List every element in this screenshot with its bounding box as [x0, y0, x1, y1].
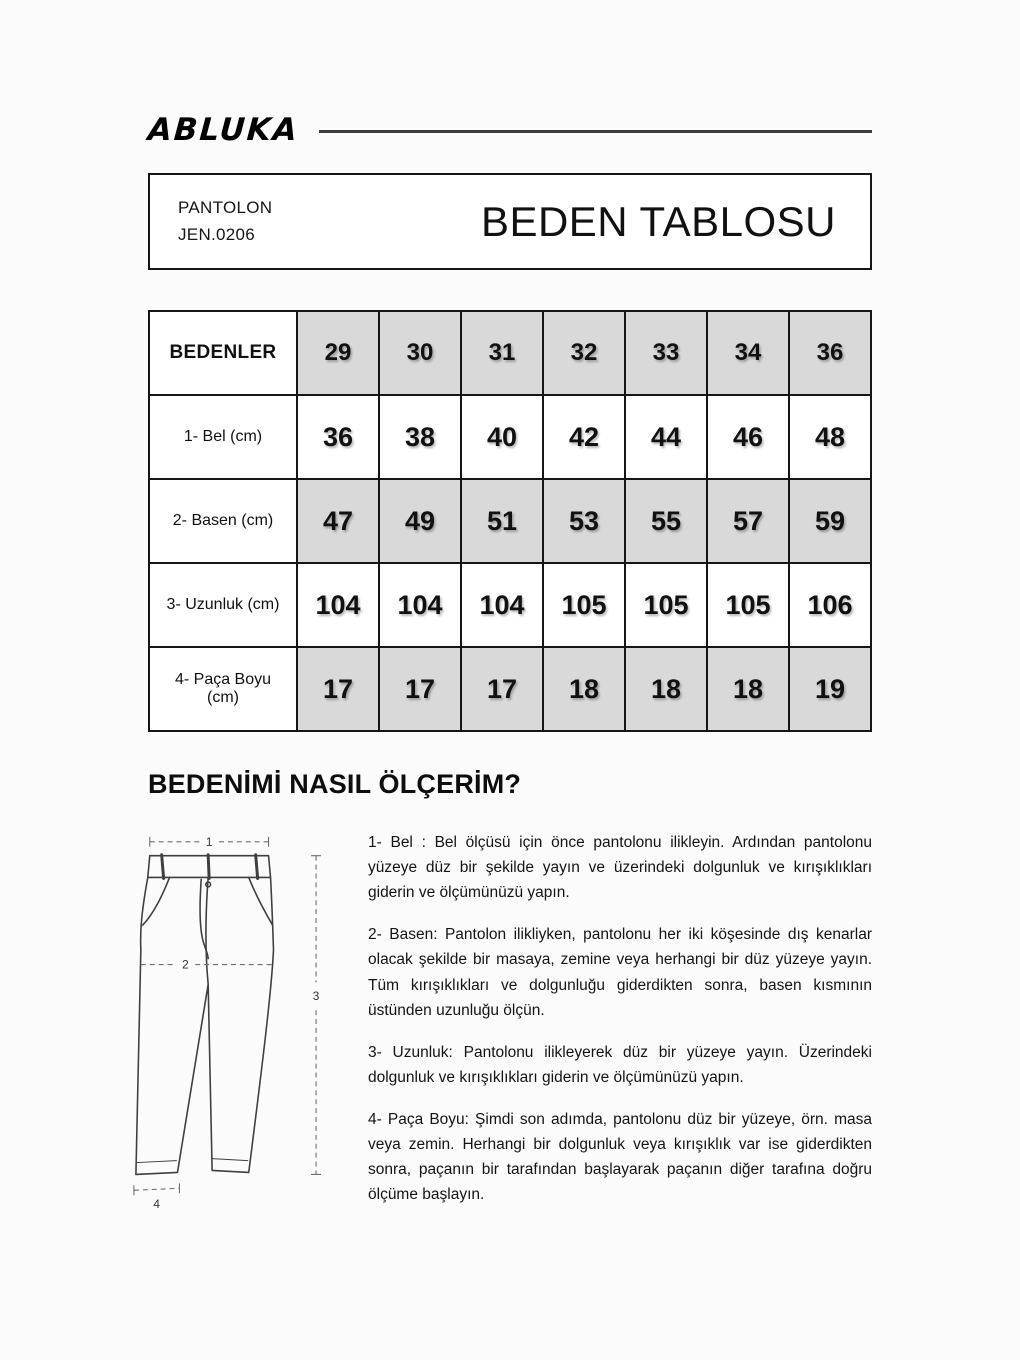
measure-cell: 17: [379, 647, 461, 731]
measure-cell: 57: [707, 479, 789, 563]
step-paca-boyu: 4- Paça Boyu: Şimdi son adımda, pantolonu düz bir yüzeye, örn. masa veya zemin. Herhangi bir dolgunluk veya kırışıklık var ise giderdikten sonra, paçanın bir tarafından başlayarak paçanın diğer tarafına doğru ölçüme başlayın.: [368, 1110, 872, 1204]
measure-cell: 106: [789, 563, 871, 647]
how-to-section: [148, 826, 872, 1217]
brand-logo: ABLUKA: [146, 112, 301, 148]
size-table-header-row: [149, 311, 871, 395]
measure-cell: 55: [625, 479, 707, 563]
title-box: [148, 173, 872, 270]
table-row-basen: [149, 479, 871, 563]
measure-cell: 38: [379, 395, 461, 479]
row-label: 2- Basen (cm): [149, 479, 297, 563]
row-label: 3- Uzunluk (cm): [149, 563, 297, 647]
marker-2: 2: [182, 957, 189, 972]
measure-cell: 36: [297, 395, 379, 479]
size-column-header: 34: [707, 311, 789, 395]
pants-diagram: [110, 826, 338, 1217]
row-label: 1- Bel (cm): [149, 395, 297, 479]
measure-cell: 44: [625, 395, 707, 479]
measuring-steps: [368, 826, 872, 1217]
measure-cell: 17: [297, 647, 379, 731]
size-column-header: 31: [461, 311, 543, 395]
size-column-header: 29: [297, 311, 379, 395]
sizes-header-cell: BEDENLER: [149, 311, 297, 395]
table-row-uzunluk: [149, 563, 871, 647]
measure-cell: 53: [543, 479, 625, 563]
logo-divider: [319, 130, 872, 133]
measure-cell: 51: [461, 479, 543, 563]
page-title: BEDEN TABLOSU: [480, 197, 836, 245]
step-bel: 1- Bel : Bel ölçüsü için önce pantolonu ilikleyin. Ardından pantolonu yüzeye düz bir şekilde yayın ve üzerindeki dolgunluk ve kırışıklıkları giderin ve ölçümünüzü yapın.: [368, 834, 872, 902]
table-row-paca-boyu: [149, 647, 871, 731]
measure-cell: 48: [789, 395, 871, 479]
measure-cell: 18: [625, 647, 707, 731]
step-uzunluk: 3- Uzunluk: Pantolonu ilikleyerek düz bir yüzeye yayın. Üzerindeki dolgunluk ve kırışıklıkları giderin ve ölçümünüzü yapın.: [368, 1043, 872, 1086]
size-column-header: 33: [625, 311, 707, 395]
table-row-bel: [149, 395, 871, 479]
step-basen: 2- Basen: Pantolon ilikliyken, pantolonu her iki köşesinde dış kenarlar olacak şekilde bir masaya, zemine veya herhangi bir düz yüzeye yayın. Tüm kırışıklıkları ve dolgunluğu giderdikten sonra, basen kısmının üstünden uzunluğu ölçün.: [368, 926, 872, 1019]
size-column-header: 36: [789, 311, 871, 395]
measure-cell: 18: [707, 647, 789, 731]
measure-cell: 18: [543, 647, 625, 731]
measure-cell: 46: [707, 395, 789, 479]
measure-cell: 105: [625, 563, 707, 647]
size-column-header: 32: [543, 311, 625, 395]
measure-cell: 19: [789, 647, 871, 731]
product-code: JEN.0206: [178, 224, 256, 244]
product-meta: [178, 195, 272, 248]
how-to-heading: BEDENİMİ NASIL ÖLÇERİM?: [148, 769, 522, 799]
measure-cell: 104: [379, 563, 461, 647]
measure-cell: 40: [461, 395, 543, 479]
pants-line-drawing-icon: [110, 826, 338, 1217]
measure-cell: 59: [789, 479, 871, 563]
measure-cell: 105: [543, 563, 625, 647]
product-type: PANTOLON: [178, 198, 273, 218]
measure-cell: 47: [297, 479, 379, 563]
measure-cell: 49: [379, 479, 461, 563]
size-column-header: 30: [379, 311, 461, 395]
measure-cell: 42: [543, 395, 625, 479]
marker-3: 3: [312, 989, 320, 1004]
row-label: 4- Paça Boyu (cm): [149, 647, 297, 731]
marker-1: 1: [205, 834, 213, 849]
measure-cell: 17: [461, 647, 543, 731]
measure-cell: 105: [707, 563, 789, 647]
measure-cell: 104: [297, 563, 379, 647]
size-table: [148, 310, 872, 732]
marker-4: 4: [153, 1197, 160, 1212]
measure-cell: 104: [461, 563, 543, 647]
brand-row: [148, 112, 872, 148]
